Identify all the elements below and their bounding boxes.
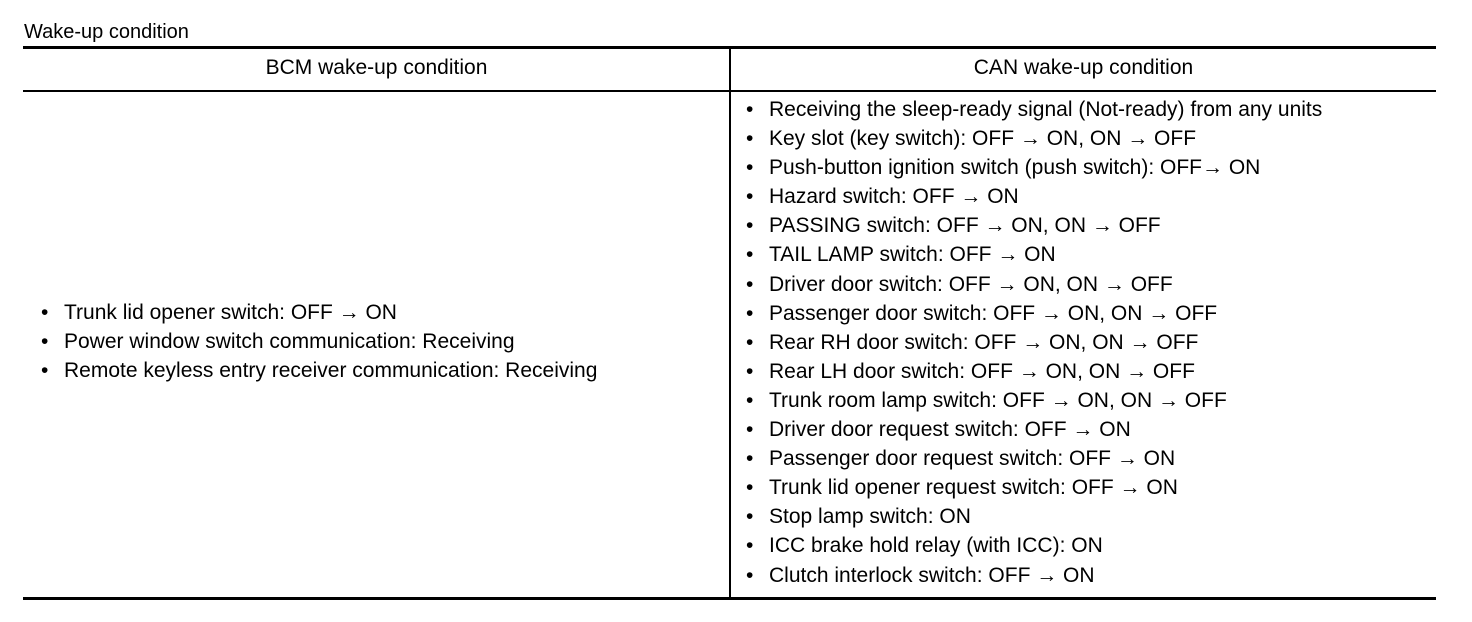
list-item: • Clutch interlock switch: OFF → ON — [746, 561, 1322, 590]
list-item: • Key slot (key switch): OFF → ON, ON → OFF — [746, 124, 1322, 153]
list-item: • Remote keyless entry receiver communication: Receiving — [41, 356, 597, 385]
column-divider — [729, 48, 731, 598]
list-item: • ICC brake hold relay (with ICC): ON — [746, 531, 1322, 560]
list-item: • TAIL LAMP switch: OFF → ON — [746, 240, 1322, 269]
list-item: • Power window switch communication: Receiving — [41, 327, 597, 356]
list-item: • Hazard switch: OFF → ON — [746, 182, 1322, 211]
list-item: • Driver door switch: OFF → ON, ON → OFF — [746, 270, 1322, 299]
list-item: • Stop lamp switch: ON — [746, 502, 1322, 531]
bcm-condition-list — [41, 298, 597, 385]
list-item: • PASSING switch: OFF → ON, ON → OFF — [746, 211, 1322, 240]
list-item: • Rear LH door switch: OFF → ON, ON → OFF — [746, 357, 1322, 386]
list-item: • Passenger door switch: OFF → ON, ON → OFF — [746, 299, 1322, 328]
list-item: • Push-button ignition switch (push switch): OFF→ ON — [746, 153, 1322, 182]
table-caption: Wake-up condition — [24, 21, 189, 43]
list-item: • Passenger door request switch: OFF → ON — [746, 444, 1322, 473]
list-item: • Driver door request switch: OFF → ON — [746, 415, 1322, 444]
list-item: • Rear RH door switch: OFF → ON, ON → OFF — [746, 328, 1322, 357]
list-item: • Trunk lid opener switch: OFF → ON — [41, 298, 597, 327]
can-column-header: CAN wake-up condition — [973, 56, 1194, 79]
bcm-column-header: BCM wake-up condition — [265, 56, 488, 79]
can-condition-list — [746, 95, 1322, 590]
list-item: • Trunk room lamp switch: OFF → ON, ON → OFF — [746, 386, 1322, 415]
list-item: • Receiving the sleep-ready signal (Not-ready) from any units — [746, 95, 1322, 124]
list-item: • Trunk lid opener request switch: OFF → ON — [746, 473, 1322, 502]
